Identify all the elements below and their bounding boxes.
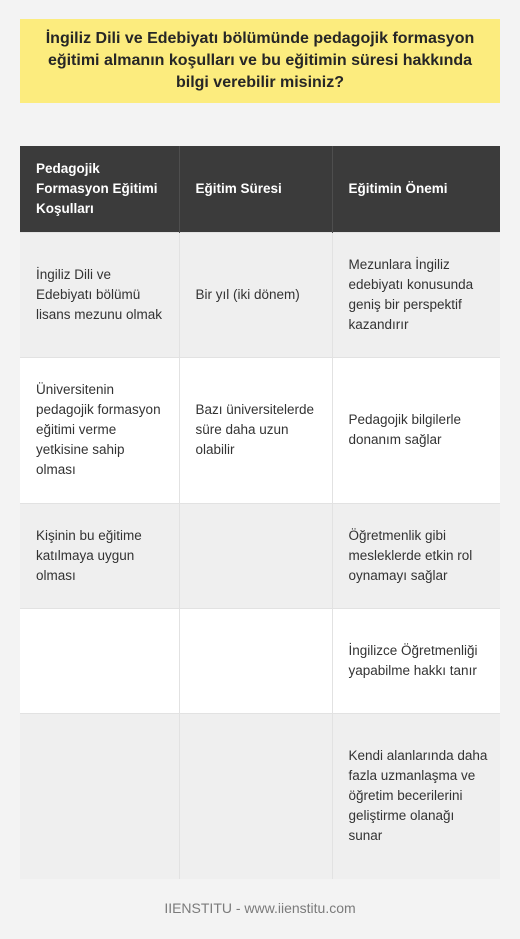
header-importance: Eğitimin Önemi <box>332 146 500 232</box>
header-conditions: Pedagojik Formasyon Eğitimi Koşulları <box>20 146 179 232</box>
table-cell: Bazı üniversitelerde süre daha uzun olabilir <box>179 357 332 503</box>
table-cell: Bir yıl (iki dönem) <box>179 232 332 357</box>
table-cell: Mezunlara İngiliz edebiyatı konusunda geniş bir perspektif kazandırır <box>332 232 500 357</box>
table-row <box>20 713 500 879</box>
table-cell: Pedagojik bilgilerle donanım sağlar <box>332 357 500 503</box>
table-cell <box>20 608 179 713</box>
table-cell <box>179 713 332 879</box>
table-cell: Kendi alanlarında daha fazla uzmanlaşma ve öğretim becerilerini geliştirme olanağı sunar <box>332 713 500 879</box>
table-cell: İngilizce Öğretmenliği yapabilme hakkı tanır <box>332 608 500 713</box>
question-box <box>20 19 500 103</box>
table-header-row <box>20 146 500 232</box>
table-row <box>20 232 500 357</box>
table-cell: Öğretmenlik gibi mesleklerde etkin rol oynamayı sağlar <box>332 503 500 608</box>
footer-credit: IIENSTITU - www.iienstitu.com <box>164 900 356 916</box>
table-cell: Kişinin bu eğitime katılmaya uygun olması <box>20 503 179 608</box>
table-cell: Üniversitenin pedagojik formasyon eğitimi verme yetkisine sahip olması <box>20 357 179 503</box>
info-table <box>20 146 500 879</box>
table-cell: İngiliz Dili ve Edebiyatı bölümü lisans mezunu olmak <box>20 232 179 357</box>
table-row <box>20 503 500 608</box>
header-duration: Eğitim Süresi <box>179 146 332 232</box>
table-cell <box>20 713 179 879</box>
question-text: İngiliz Dili ve Edebiyatı bölümünde pedagojik formasyon eğitimi almanın koşulları ve bu eğitimin süresi hakkında bilgi verebilir misiniz? <box>45 30 475 91</box>
table-row <box>20 608 500 713</box>
table-cell <box>179 608 332 713</box>
table-cell <box>179 503 332 608</box>
table-row <box>20 357 500 503</box>
